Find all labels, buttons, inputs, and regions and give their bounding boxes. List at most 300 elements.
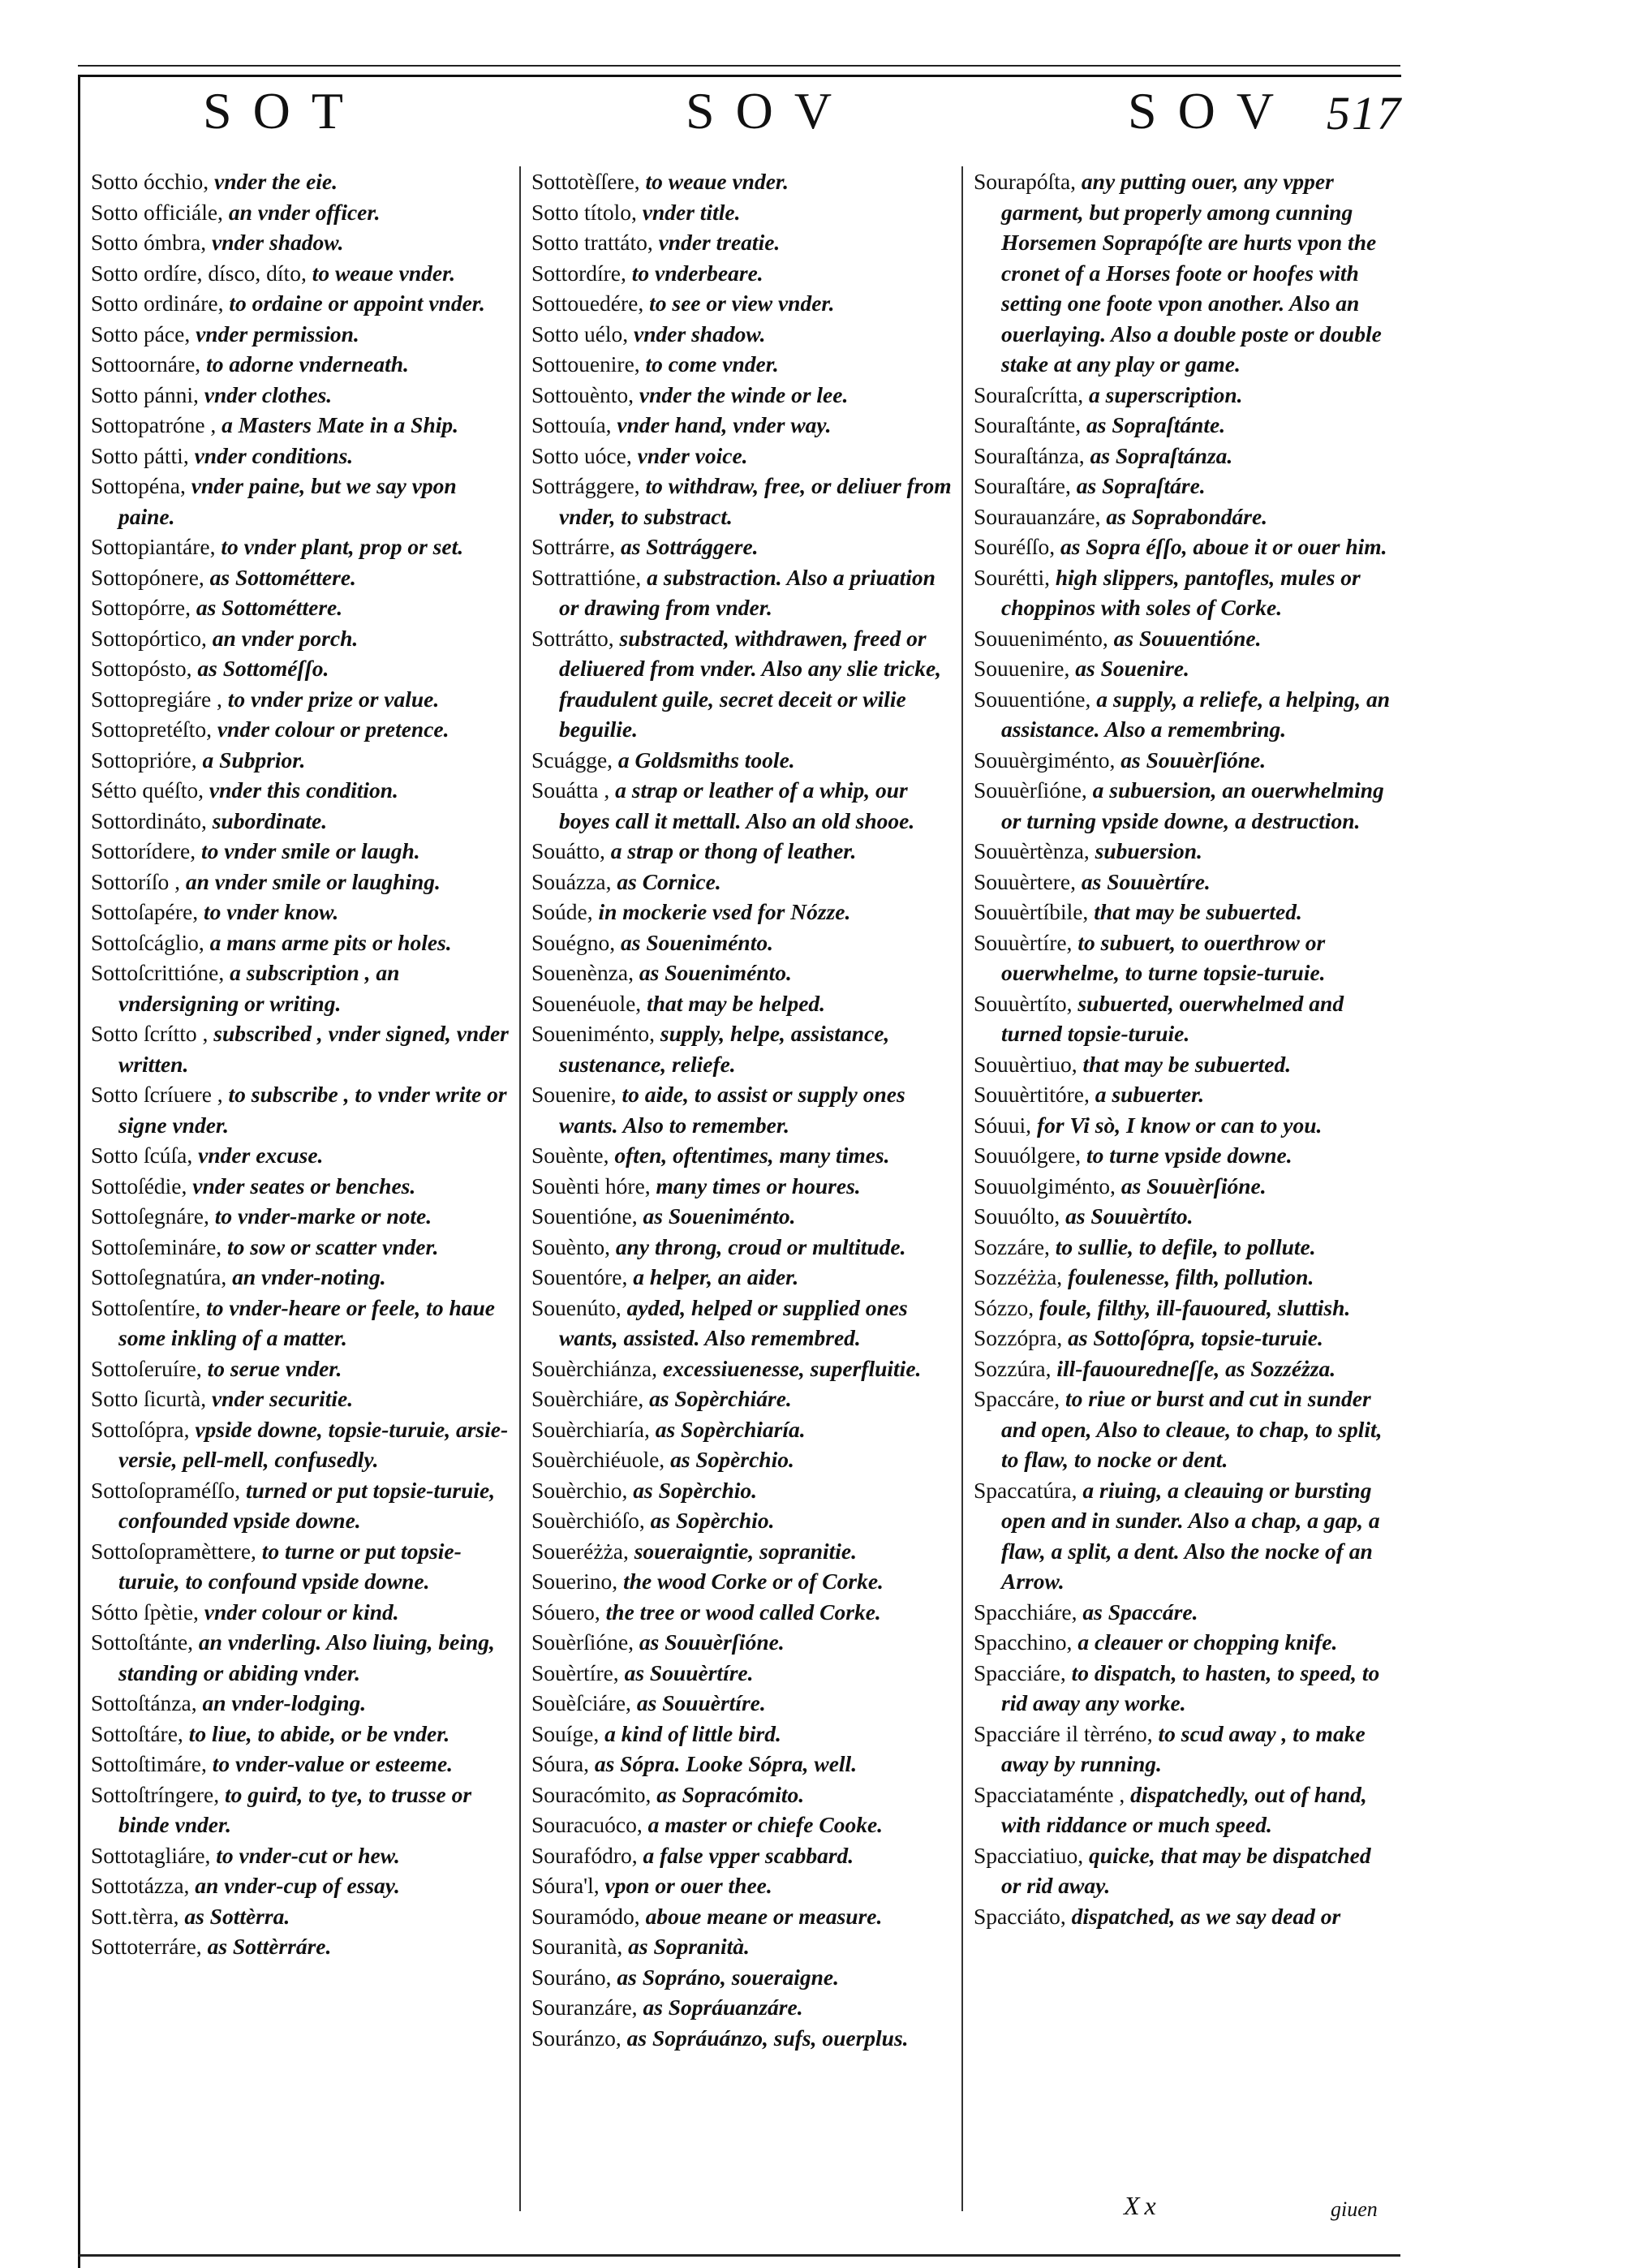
definition: foulenesse, filth, pollution.	[1062, 1264, 1314, 1289]
dictionary-entry	[531, 1749, 953, 1780]
dictionary-entry	[91, 1140, 513, 1171]
dictionary-entry	[91, 1384, 513, 1414]
definition: a supply, a reliefe, a helping, an assistance. Also a remembring.	[1001, 686, 1391, 742]
dictionary-entry	[91, 349, 513, 380]
headword: Souenéuole,	[531, 990, 642, 1016]
definition: as Sopèrchiáre.	[643, 1386, 792, 1411]
dictionary-entry	[91, 1262, 513, 1293]
dictionary-entry	[974, 441, 1396, 471]
dictionary-column-3	[974, 166, 1396, 1931]
headword: Souueniménto,	[974, 625, 1108, 651]
definition: as Souuèrſióne.	[634, 1629, 785, 1655]
dictionary-entry	[531, 1384, 953, 1414]
definition: to adorne vnderneath.	[200, 351, 409, 377]
definition: as Sottométtere.	[190, 595, 343, 620]
dictionary-entry	[91, 1475, 513, 1536]
headword: Sottopatróne ,	[91, 412, 217, 437]
dictionary-entry	[974, 380, 1396, 411]
headword: Sottopósto,	[91, 656, 192, 681]
dictionary-entry	[531, 319, 953, 350]
definition: dispatchedly, out of hand, with riddance or much speed.	[1001, 1781, 1367, 1837]
headword: Souátta ,	[531, 777, 610, 803]
running-head-left: SOT	[203, 82, 364, 140]
dictionary-entry	[974, 1323, 1396, 1353]
dictionary-entry	[531, 623, 953, 745]
dictionary-entry	[91, 1780, 513, 1840]
dictionary-entry	[974, 684, 1396, 745]
headword: Sottopónere,	[91, 564, 204, 590]
definition: a strap or thong of leather.	[604, 838, 857, 863]
dictionary-entry	[974, 988, 1396, 1049]
dictionary-entry	[531, 1505, 953, 1536]
headword: Sottoſcáglio,	[91, 929, 204, 955]
headword: Souènto,	[531, 1233, 611, 1259]
definition: as Sopèrchio.	[644, 1508, 775, 1533]
dictionary-entry	[974, 1475, 1396, 1597]
definition: as Sopèrchio.	[627, 1477, 758, 1503]
definition: to vnder plant, prop or set.	[215, 534, 464, 559]
dictionary-entry	[91, 531, 513, 562]
definition: as Sottèrra.	[178, 1903, 290, 1929]
definition: as Soueniménto.	[637, 1203, 796, 1229]
headword: Spacciáre il tèrréno,	[974, 1720, 1153, 1746]
dictionary-entry	[91, 806, 513, 837]
definition: foule, filthy, ill-fauoured, sluttish.	[1034, 1294, 1351, 1320]
headword: Souèrſióne,	[531, 1629, 634, 1655]
dictionary-entry	[974, 471, 1396, 501]
headword: Souerino,	[531, 1569, 618, 1594]
headword: Sottopórre,	[91, 595, 191, 620]
dictionary-entry	[974, 1780, 1396, 1840]
headword: Sotto ordíre, dísco, díto,	[91, 260, 307, 286]
definition: as Sottèrráre.	[201, 1934, 332, 1959]
dictionary-entry	[91, 1688, 513, 1719]
catchword: giuen	[1331, 2197, 1378, 2221]
definition: to sow or scatter vnder.	[222, 1233, 439, 1259]
headword: Sóuero,	[531, 1599, 600, 1625]
headword: Sotto ſicurtà,	[91, 1386, 207, 1411]
headword: Sottouenire,	[531, 351, 640, 377]
definition: often, oftentimes, many times.	[609, 1143, 890, 1168]
dictionary-entry	[974, 1262, 1396, 1293]
definition: as Sopráuánzo, sufs, ouerplus.	[621, 2025, 909, 2051]
definition: to vnder-heare or feele, to haue some inkling of a matter.	[118, 1294, 495, 1350]
definition: any throng, croud or multitude.	[610, 1233, 906, 1259]
headword: Sottoſtimáre,	[91, 1751, 207, 1776]
headword: Spacchiáre,	[974, 1599, 1077, 1625]
definition: subordinate.	[206, 807, 328, 833]
headword: Sóura,	[531, 1751, 590, 1776]
dictionary-entry	[91, 471, 513, 531]
dictionary-entry	[91, 1018, 513, 1079]
headword: Sottouía,	[531, 412, 612, 437]
dictionary-entry	[974, 1293, 1396, 1323]
dictionary-entry	[91, 1079, 513, 1140]
dictionary-entry	[91, 258, 513, 289]
page-number: 517	[1327, 87, 1402, 140]
headword: Souuolgiménto,	[974, 1173, 1116, 1199]
dictionary-entry	[531, 836, 953, 867]
definition: as Sopraſtánza.	[1084, 442, 1233, 468]
dictionary-entry	[531, 1262, 953, 1293]
definition: for Vi sò, I know or can to you.	[1031, 1112, 1323, 1138]
headword: Souuèrtere,	[974, 868, 1076, 894]
dictionary-entry	[974, 745, 1396, 776]
headword: Sourauanzáre,	[974, 503, 1101, 529]
headword: Souracómito,	[531, 1781, 652, 1807]
dictionary-entry	[531, 197, 953, 228]
dictionary-entry	[531, 562, 953, 623]
definition: that may be helped.	[641, 990, 826, 1016]
headword: Souèrchiéuole,	[531, 1447, 665, 1472]
definition: to scud away , to make away by running.	[1001, 1720, 1366, 1776]
definition: as Soueniménto.	[634, 960, 792, 985]
headword: Spacciáto,	[974, 1903, 1066, 1929]
headword: Souèſciáre,	[531, 1690, 631, 1715]
definition: as Souenire.	[1069, 656, 1189, 681]
definition: as Sopraſtánte.	[1081, 412, 1226, 437]
definition: to vnder know.	[198, 899, 339, 924]
definition: excessiuenesse, superfluitie.	[657, 1355, 922, 1381]
definition: vnder paine, but we say vpon paine.	[118, 473, 457, 529]
dictionary-entry	[974, 1171, 1396, 1202]
headword: Souátto,	[531, 838, 605, 863]
headword: Sottoterráre,	[91, 1934, 202, 1959]
headword: Scuágge,	[531, 747, 613, 772]
headword: Sourétti,	[974, 564, 1050, 590]
headword: Sottordináto,	[91, 807, 207, 833]
definition: an vnderling. Also liuing, being, standing or abiding vnder.	[118, 1629, 495, 1685]
headword: Sottopretéſto,	[91, 717, 212, 742]
definition: vnder seates or benches.	[187, 1173, 416, 1199]
definition: as Sopráno, soueraigne.	[611, 1964, 839, 1990]
dictionary-entry	[531, 380, 953, 411]
definition: a helper, an aider.	[627, 1264, 799, 1289]
headword: Sottotèſſere,	[531, 169, 640, 194]
headword: Souèrtíre,	[531, 1659, 619, 1685]
headword: Souènte,	[531, 1143, 609, 1168]
headword: Sottoſopraméſſo,	[91, 1477, 241, 1503]
dictionary-entry	[531, 1414, 953, 1445]
headword: Souraſtánza,	[974, 442, 1085, 468]
headword: Sózzo,	[974, 1294, 1034, 1320]
definition: in mockerie vsed for Nózze.	[592, 899, 851, 924]
dictionary-entry	[91, 1840, 513, 1871]
definition: as Sopèrchio.	[665, 1447, 794, 1472]
headword: Souráno,	[531, 1964, 612, 1990]
definition: a cleauer or chopping knife.	[1072, 1629, 1338, 1655]
headword: Souázza,	[531, 868, 612, 894]
definition: as Souuentióne.	[1108, 625, 1262, 651]
definition: that may be subuerted.	[1088, 899, 1302, 924]
definition: to weaue vnder.	[639, 169, 789, 194]
headword: Souèrchióſo,	[531, 1508, 645, 1533]
dictionary-entry	[91, 166, 513, 197]
definition: to weaue vnder.	[306, 260, 456, 286]
dictionary-entry	[91, 1870, 513, 1901]
dictionary-entry	[91, 380, 513, 411]
headword: Souenúto,	[531, 1294, 622, 1320]
definition: the tree or wood called Corke.	[600, 1599, 881, 1625]
definition: to vnderbeare.	[626, 260, 763, 286]
headword: Sottrárre,	[531, 534, 616, 559]
headword: Souránzo,	[531, 2025, 622, 2051]
dictionary-entry	[91, 227, 513, 258]
definition: vnder securitie.	[206, 1386, 354, 1411]
headword: Souuèrtiuo,	[974, 1051, 1077, 1077]
definition: subuersion.	[1089, 838, 1202, 863]
dictionary-entry	[974, 1201, 1396, 1232]
dictionary-entry	[531, 166, 953, 197]
definition: soueraigntie, sopranitie.	[628, 1538, 858, 1564]
definition: a subuerter.	[1089, 1082, 1205, 1107]
dictionary-entry	[531, 410, 953, 441]
headword: Souramódo,	[531, 1903, 640, 1929]
dictionary-entry	[91, 1201, 513, 1232]
headword: Souranzáre,	[531, 1995, 638, 2020]
headword: Sotto ſcríuere ,	[91, 1082, 223, 1107]
dictionary-entry	[91, 562, 513, 593]
headword: Sottoſapére,	[91, 899, 199, 924]
headword: Souentióne,	[531, 1203, 638, 1229]
headword: Sotto ſcrítto ,	[91, 1021, 214, 1046]
dictionary-entry	[531, 288, 953, 319]
definition: a false vpper scabbard.	[637, 1842, 854, 1868]
dictionary-entry	[531, 349, 953, 380]
headword: Sott.tèrra,	[91, 1903, 179, 1929]
definition: vnder colour or kind.	[198, 1599, 399, 1625]
definition: to see or view vnder.	[643, 290, 835, 316]
definition: a strap or leather of a whip, our boyes call it mettall. Also an old shooe.	[559, 777, 915, 833]
dictionary-entry	[531, 897, 953, 927]
column-rule-2	[961, 166, 963, 2211]
dictionary-entry	[91, 623, 513, 654]
headword: Sottoſtáre,	[91, 1720, 183, 1746]
dictionary-entry	[91, 897, 513, 927]
column-rule-1	[519, 166, 521, 2211]
definition: to sullie, to defile, to pollute.	[1049, 1233, 1316, 1259]
dictionary-entry	[531, 1171, 953, 1202]
headword: Sottopriόre,	[91, 747, 197, 772]
definition: to serue vnder.	[201, 1355, 342, 1381]
definition: vpside downe, topsie-turuie, arsie-versie, pell-mell, confusedly.	[118, 1416, 509, 1472]
headword: Sotto pátti,	[91, 442, 189, 468]
definition: dispatched, as we say dead or	[1065, 1903, 1341, 1929]
headword: Sétto quéſto,	[91, 777, 204, 803]
headword: Souíge,	[531, 1720, 600, 1746]
dictionary-entry	[531, 927, 953, 958]
headword: Spacciataménte ,	[974, 1781, 1125, 1807]
headword: Sotto páce,	[91, 321, 191, 346]
definition: to dispatch, to hasten, to speed, to rid away any worke.	[1001, 1659, 1380, 1715]
dictionary-entry	[91, 927, 513, 958]
definition: vnder treatie.	[652, 230, 781, 255]
dictionary-entry	[531, 1232, 953, 1263]
dictionary-entry	[974, 1079, 1396, 1110]
headword: Souuentióne,	[974, 686, 1091, 712]
definition: a substraction. Also a priuation or drawing from vnder.	[559, 564, 935, 620]
headword: Souuólto,	[974, 1203, 1060, 1229]
definition: vnder excuse.	[192, 1143, 324, 1168]
headword: Sotto ſcúſa,	[91, 1143, 193, 1168]
headword: Souuèrſióne,	[974, 777, 1087, 803]
definition: vnder hand, vnder way.	[611, 412, 832, 437]
headword: Sottorídere,	[91, 838, 196, 863]
definition: an vnder-cup of essay.	[189, 1873, 400, 1898]
headword: Sourapóſta,	[974, 169, 1077, 194]
headword: Sottopéna,	[91, 473, 186, 498]
headword: Spacchino,	[974, 1629, 1073, 1655]
headword: Spaccáre,	[974, 1386, 1060, 1411]
definition: to ordaine or appoint vnder.	[223, 290, 485, 316]
definition: vnder voice.	[631, 442, 748, 468]
dictionary-entry	[531, 1018, 953, 1079]
headword: Sotto pánni,	[91, 381, 199, 407]
headword: Sótto ſpètie,	[91, 1599, 199, 1625]
dictionary-entry	[531, 1962, 953, 1993]
headword: Sotto uóce,	[531, 442, 632, 468]
headword: Souraſtáre,	[974, 473, 1071, 498]
dictionary-entry	[974, 927, 1396, 988]
definition: a Masters Mate in a Ship.	[216, 412, 459, 437]
definition: to aide, to assist or supply ones wants. Also to remember.	[559, 1082, 905, 1138]
dictionary-entry	[531, 1293, 953, 1353]
definition: ill-fauouredneſſe, as Sozzéżza.	[1051, 1355, 1336, 1381]
definition: as Soprabondáre.	[1100, 503, 1268, 529]
definition: to vnder-marke or note.	[209, 1203, 432, 1229]
headword: Sottotagliáre,	[91, 1842, 211, 1868]
dictionary-entry	[531, 1201, 953, 1232]
headword: Souréſſo,	[974, 534, 1056, 559]
headword: Sóuui,	[974, 1112, 1032, 1138]
headword: Spacciáre,	[974, 1659, 1066, 1685]
definition: as Souuèrtíre.	[630, 1690, 766, 1715]
dictionary-entry	[974, 410, 1396, 441]
dictionary-entry	[531, 1475, 953, 1506]
dictionary-column-2	[531, 166, 953, 2053]
headword: Souuèrtíto,	[974, 990, 1073, 1016]
signature-mark: Xx	[1124, 2191, 1161, 2220]
dictionary-entry	[531, 1658, 953, 1689]
definition: subuerted, ouerwhelmed and turned topsie-turuie.	[1001, 990, 1344, 1046]
dictionary-entry	[974, 1384, 1396, 1475]
definition: to vnder smile or laugh.	[196, 838, 420, 863]
definition: supply, helpe, assistance, sustenance, reliefe.	[559, 1021, 890, 1077]
headword: Souuèrtènza,	[974, 838, 1090, 863]
dictionary-entry	[91, 836, 513, 867]
dictionary-entry	[974, 897, 1396, 927]
dictionary-entry	[531, 1688, 953, 1719]
dictionary-entry	[91, 1597, 513, 1628]
definition: as Souuèrtíto.	[1060, 1203, 1194, 1229]
definition: to turne vpside downe.	[1081, 1143, 1292, 1168]
dictionary-entry	[91, 441, 513, 471]
dictionary-entry	[531, 471, 953, 531]
running-head-right: SOV	[1128, 82, 1296, 140]
headword: Souracuóco,	[531, 1812, 643, 1837]
headword: Sottouedére,	[531, 290, 644, 316]
definition: an vnder porch.	[206, 625, 359, 651]
definition: as Cornice.	[611, 868, 721, 894]
definition: as Spaccáre.	[1077, 1599, 1198, 1625]
dictionary-entry	[531, 1780, 953, 1810]
headword: Sottoſédie,	[91, 1173, 187, 1199]
dictionary-entry	[531, 1444, 953, 1475]
headword: Sottopórtico,	[91, 625, 207, 651]
definition: aboue meane or measure.	[639, 1903, 883, 1929]
headword: Souuèrtitóre,	[974, 1082, 1090, 1107]
headword: Sotto officiále,	[91, 199, 223, 225]
dictionary-entry	[974, 775, 1396, 836]
headword: Sottoornáre,	[91, 351, 201, 377]
definition: to vnder prize or value.	[222, 686, 440, 712]
headword: Sottoſtríngere,	[91, 1781, 220, 1807]
dictionary-entry	[531, 227, 953, 258]
headword: Sozzópra,	[974, 1325, 1063, 1350]
definition: turned or put topsie-turuie, confounded vpside downe.	[118, 1477, 496, 1533]
headword: Sottouènto,	[531, 381, 634, 407]
definition: as Sottométtere.	[204, 564, 356, 590]
page-footer	[0, 2191, 1643, 2256]
definition: as Sopra éſſo, aboue it or ouer him.	[1055, 534, 1387, 559]
definition: a kind of little bird.	[599, 1720, 781, 1746]
headword: Sotto uélo,	[531, 321, 629, 346]
headword: Sottrággere,	[531, 473, 640, 498]
definition: to subuert, to ouerthrow or ouerwhelme, to turne topsie-turuie.	[1001, 929, 1326, 985]
headword: Sottoríſo ,	[91, 868, 181, 894]
dictionary-entry	[531, 775, 953, 836]
definition: quicke, that may be dispatched or rid away.	[1001, 1842, 1371, 1898]
definition: an vnder smile or laughing.	[180, 868, 441, 894]
definition: to turne or put topsie-turuie, to confound vpside downe.	[118, 1538, 462, 1594]
definition: a Subprior.	[196, 747, 306, 772]
dictionary-entry	[974, 1140, 1396, 1171]
dictionary-entry	[531, 1840, 953, 1871]
dictionary-entry	[531, 1079, 953, 1140]
headword: Sottotázza,	[91, 1873, 190, 1898]
dictionary-entry	[91, 1931, 513, 1962]
definition: a master or chiefe Cooke.	[642, 1812, 884, 1837]
dictionary-entry	[974, 1232, 1396, 1263]
dictionary-entry	[531, 1536, 953, 1567]
dictionary-entry	[531, 1901, 953, 1932]
definition: as Sopraſtáre.	[1070, 473, 1206, 498]
dictionary-entry	[91, 1719, 513, 1749]
dictionary-entry	[974, 166, 1396, 380]
definition: as Souuèrſióne.	[1115, 1173, 1267, 1199]
dictionary-entry	[974, 501, 1396, 532]
dictionary-entry	[91, 1171, 513, 1202]
definition: as Sopranità.	[622, 1934, 750, 1959]
definition: vpon or ouer thee.	[599, 1873, 772, 1898]
dictionary-entry	[91, 197, 513, 228]
headword: Souuèrgiménto,	[974, 747, 1116, 772]
headword: Sottoſentíre,	[91, 1294, 201, 1320]
definition: vnder this condition.	[204, 777, 398, 803]
definition: a Goldsmiths toole.	[613, 747, 795, 772]
headword: Sozzúra,	[974, 1355, 1052, 1381]
dictionary-entry	[91, 1353, 513, 1384]
dictionary-entry	[91, 745, 513, 776]
dictionary-entry	[974, 867, 1396, 897]
headword: Sottoſtánza,	[91, 1690, 197, 1715]
top-rule	[78, 65, 1400, 67]
definition: to come vnder.	[639, 351, 779, 377]
definition: vnder shadow.	[206, 230, 344, 255]
definition: an vnder-noting.	[226, 1264, 386, 1289]
dictionary-entry	[91, 288, 513, 319]
headword: Souenire,	[531, 1082, 617, 1107]
